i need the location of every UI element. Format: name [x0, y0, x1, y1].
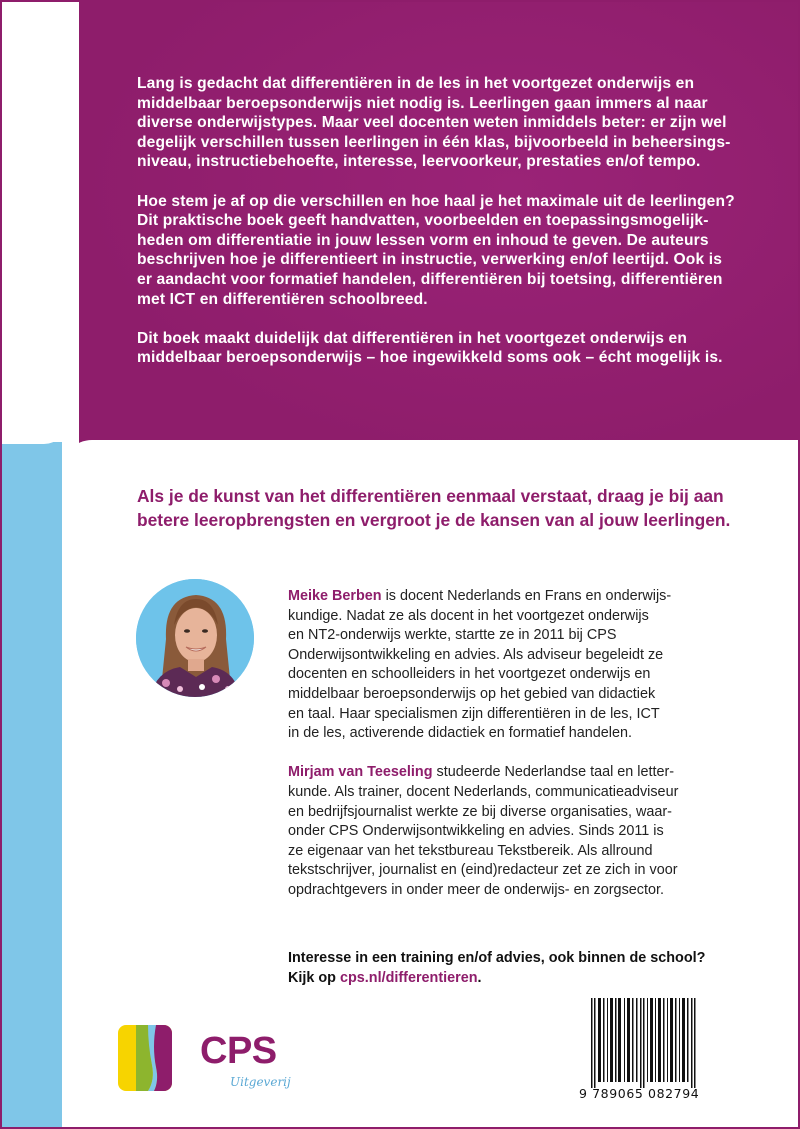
- highlight-statement: [137, 484, 777, 532]
- bio-line: studeerde Nederlandse taal en letter-: [432, 764, 675, 781]
- call-to-action: [288, 948, 748, 988]
- cover-blurb: [137, 74, 737, 388]
- publisher-logo: [118, 1025, 291, 1093]
- bio-line: docenten en schoolleiders in het voortgezet onderwijs en: [288, 666, 651, 683]
- blurb-line: middelbaar beroepsonderwijs – hoe ingewikkeld soms ook – écht mogelijk is.: [137, 349, 723, 367]
- blurb-line: beschrijven hoe je differentieert in instructie, verwerking en/of leertijd. Ook is: [137, 251, 723, 269]
- publisher-subtitle: Uitgeverij: [230, 1075, 291, 1089]
- blurb-line: Lang is gedacht dat differentiëren in de les in het voortgezet onderwijs en: [137, 75, 695, 92]
- isbn-number: 9 789065 082794: [579, 1086, 700, 1101]
- blurb-line: middelbaar beroepsonderwijs niet nodig is. Leerlingen gaan immers al naar: [137, 94, 708, 112]
- blurb-line: Dit praktische boek geeft handvatten, voorbeelden en toepassingsmogelijk-: [137, 212, 709, 230]
- blurb-line: diverse onderwijstypes. Maar veel docenten weten inmiddels beter: er zijn wel: [137, 114, 727, 132]
- author-name: Mirjam van Teeseling: [288, 764, 433, 781]
- blurb-paragraph-2: [137, 192, 737, 310]
- bio-line: en bedrijfsjournalist werkte ze bij diverse organisaties, waar-: [288, 803, 672, 820]
- blurb-paragraph-3: [137, 329, 737, 368]
- author-bio-mirjam: [288, 763, 728, 900]
- highlight-line: Als je de kunst van het differentiëren eenmaal verstaat, draag je bij aan: [137, 486, 724, 506]
- bio-line: middelbaar beroepsonderwijs op het gebied van didactiek: [288, 685, 656, 702]
- cta-prefix: Kijk op: [288, 970, 340, 986]
- author-name: Meike Berben: [288, 588, 382, 604]
- blurb-line: er aandacht voor formatief handelen, differentiëren bij toetsing, differentiëren: [137, 270, 723, 288]
- cta-suffix: .: [477, 970, 482, 986]
- bio-line: Onderwijsontwikkeling en advies. Als adviseur begeleidt ze: [288, 646, 664, 663]
- blurb-line: degelijk verschillen tussen leerlingen in één klas, bijvoorbeeld in beheersings-: [137, 133, 731, 151]
- left-white-strip: [2, 2, 79, 462]
- left-strip-corner: [2, 402, 66, 444]
- bio-line: kunde. Als trainer, docent Nederlands, communicatieadviseur: [288, 783, 679, 800]
- blurb-line: niveau, instructiebehoefte, interesse, leervoorkeur, prestaties en/of tempo.: [137, 153, 701, 171]
- cta-question: Interesse in een training en/of advies, ook binnen de school?: [288, 950, 706, 966]
- author-bio-meike: [288, 587, 728, 744]
- bio-line: opdrachtgevers in onder meer de onderwijs- en zorgsector.: [288, 881, 664, 898]
- blurb-line: heden om differentiatie in jouw lessen vorm en inhoud te geven. De auteurs: [137, 231, 709, 249]
- publisher-name: CPS: [200, 1030, 277, 1072]
- cps-logo-mark-icon: [118, 1025, 172, 1091]
- bio-line: is docent Nederlands en Frans en onderwijs-: [381, 588, 672, 604]
- bio-line: en taal. Haar specialismen zijn differentiëren in de les, ICT: [288, 705, 660, 722]
- blurb-paragraph-1: [137, 74, 737, 172]
- bio-line: en NT2-onderwijs werkte, startte ze in 2011 bij CPS: [288, 627, 617, 644]
- portrait-icon: [136, 579, 254, 697]
- author-photo: [136, 579, 254, 697]
- bio-line: tekstschrijver, journalist en (eind)redacteur zet ze zich in voor: [288, 862, 678, 879]
- bio-line: ze eigenaar van het tekstbureau Tekstbereik. Als allround: [288, 842, 653, 859]
- blurb-line: Dit boek maakt duidelijk dat differentiëren in het voortgezet onderwijs en: [137, 329, 688, 347]
- barcode-icon: [579, 998, 709, 1088]
- bio-line: in de les, activerende didactiek en formatief handelen.: [288, 725, 632, 742]
- blurb-line: met ICT en differentiëren schoolbreed.: [137, 290, 428, 308]
- isbn-barcode: [579, 998, 709, 1108]
- highlight-line: betere leeropbrengsten en vergroot je de kansen van al jouw leerlingen.: [137, 510, 731, 530]
- author-bios: [288, 587, 728, 920]
- cps-website-link[interactable]: cps.nl/differentieren: [339, 970, 478, 986]
- bio-line: kundige. Nadat ze als docent in het voortgezet onderwijs: [288, 607, 649, 624]
- blurb-line: Hoe stem je af op die verschillen en hoe haal je het maximale uit de leerlingen?: [137, 192, 735, 210]
- left-blue-strip: [2, 442, 62, 1129]
- bio-line: onder CPS Onderwijsontwikkeling en advies. Sinds 2011 is: [288, 823, 664, 840]
